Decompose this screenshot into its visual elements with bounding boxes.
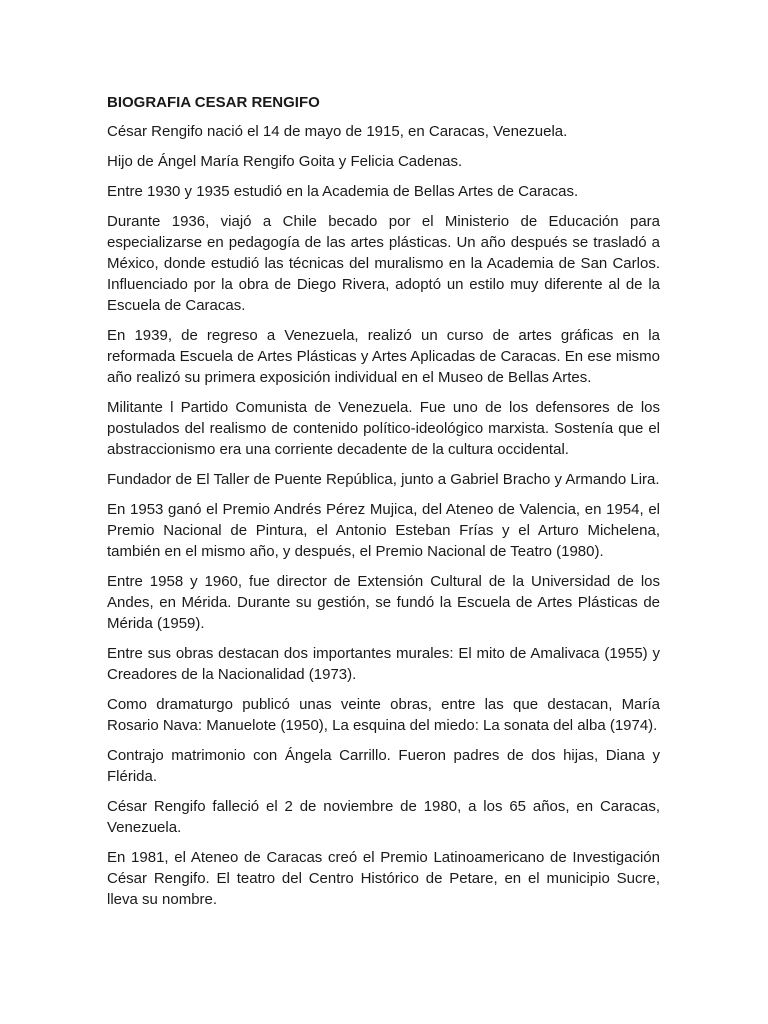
paragraph-birth: César Rengifo nació el 14 de mayo de 1915, en Caracas, Venezuela. [107,123,568,140]
paragraph-chile-mexico: Durante 1936, viajó a Chile becado por el Ministerio de Educación para especializarse en pedagogía de las artes plásticas. Un año después se trasladó a México, donde estudió las técnicas del muralismo en la Academia de San Carlos. Influenciado por la obra de Diego Rivera, adoptó un estilo muy diferente al de la Escuela de Caracas. [107,213,660,314]
paragraph-university: Entre 1958 y 1960, fue director de Extensión Cultural de la Universidad de los Andes, en Mérida. Durante su gestión, se fundó la Escuela de Artes Plásticas de Mérida (1959). [107,573,660,632]
paragraph-legacy: En 1981, el Ateneo de Caracas creó el Premio Latinoamericano de Investigación César Rengifo. El teatro del Centro Histórico de Petare, en el municipio Sucre, lleva su nombre. [107,849,660,908]
paragraph-parents: Hijo de Ángel María Rengifo Goita y Felicia Cadenas. [107,153,463,170]
paragraph-death: César Rengifo falleció el 2 de noviembre de 1980, a los 65 años, en Caracas, Venezuela. [107,798,660,836]
paragraph-murals: Entre sus obras destacan dos importantes murales: El mito de Amalivaca (1955) y Creadores de la Nacionalidad (1973). [107,645,660,683]
document-page [107,92,660,919]
paragraph-communist-party: Militante l Partido Comunista de Venezuela. Fue uno de los defensores de los postulados del realismo de contenido político-ideológico marxista. Sostenía que el abstraccionismo era una corriente decadente de la cultura occidental. [107,399,660,458]
paragraph-marriage: Contrajo matrimonio con Ángela Carrillo. Fueron padres de dos hijas, Diana y Flérida. [107,747,660,785]
paragraph-awards: En 1953 ganó el Premio Andrés Pérez Mujica, del Ateneo de Valencia, en 1954, el Premio Nacional de Pintura, el Antonio Esteban Frías y el Arturo Michelena, también en el mismo año, y después, el Premio Nacional de Teatro (1980). [107,501,660,560]
document-title: BIOGRAFIA CESAR RENGIFO [107,94,320,111]
paragraph-founder: Fundador de El Taller de Puente República, junto a Gabriel Bracho y Armando Lira. [107,471,660,488]
paragraph-return-venezuela: En 1939, de regreso a Venezuela, realizó un curso de artes gráficas en la reformada Escuela de Artes Plásticas y Artes Aplicadas de Caracas. En ese mismo año realizó su primera exposición individual en el Museo de Bellas Artes. [107,327,660,386]
paragraph-playwright: Como dramaturgo publicó unas veinte obras, entre las que destacan, María Rosario Nava: Manuelote (1950), La esquina del miedo: La sonata del alba (1974). [107,696,660,734]
paragraph-academy: Entre 1930 y 1935 estudió en la Academia de Bellas Artes de Caracas. [107,183,579,200]
